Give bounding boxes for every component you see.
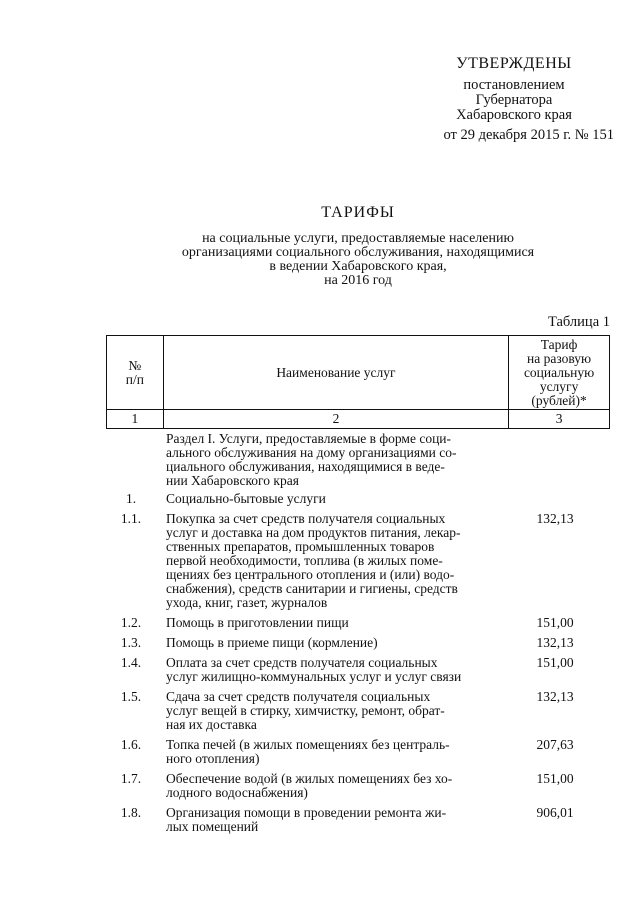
row-num: 1.3. bbox=[120, 635, 142, 650]
table-number: Таблица 1 bbox=[547, 314, 610, 330]
header-num-cell bbox=[107, 336, 164, 410]
row-text-line: снабжения), средств санитарии и гигиены, средств bbox=[166, 581, 458, 596]
row-text-line: лых помещений bbox=[166, 819, 259, 834]
row-text bbox=[166, 656, 503, 684]
row-text bbox=[166, 806, 503, 834]
header-tariff-cell bbox=[509, 336, 610, 410]
index-cell: 3 bbox=[509, 410, 610, 429]
header-num-line: п/п bbox=[125, 371, 144, 387]
row-price: 132,13 bbox=[536, 511, 574, 526]
row-text-line: ального обслуживания на дому организациями со- bbox=[166, 445, 457, 460]
header-tariff-line: услугу bbox=[539, 378, 579, 394]
row-text bbox=[166, 738, 503, 766]
row-text-line: ухода, книг, газет, журналов bbox=[166, 595, 328, 610]
approval-block bbox=[414, 55, 614, 143]
table-row bbox=[106, 492, 610, 506]
document-title: ТАРИФЫ bbox=[321, 204, 395, 221]
heading-line: в ведении Хабаровского края, bbox=[269, 259, 447, 274]
approval-line: Губернатора bbox=[475, 92, 553, 108]
row-text-line: услуг жилищно-коммунальных услуг и услуг связи bbox=[166, 669, 462, 684]
row-num: 1.4. bbox=[120, 655, 142, 670]
row-price: 151,00 bbox=[536, 615, 574, 630]
tariff-table-header bbox=[106, 335, 610, 429]
row-text bbox=[166, 492, 503, 506]
table-row bbox=[106, 738, 610, 766]
row-text-line: Сдача за счет средств получателя социальных bbox=[166, 689, 431, 704]
tariff-rows bbox=[106, 432, 610, 834]
table-row bbox=[106, 772, 610, 800]
row-text-line: ственных препаратов, промышленных товаров bbox=[166, 539, 435, 554]
row-num: 1.8. bbox=[120, 805, 142, 820]
header-tariff-line: социальную bbox=[523, 364, 595, 380]
row-text-line: Раздел I. Услуги, предоставляемые в форме соци- bbox=[166, 431, 452, 446]
row-text bbox=[166, 616, 503, 630]
row-text-line: ного отопления) bbox=[166, 751, 260, 766]
row-text bbox=[166, 636, 503, 650]
table-row bbox=[106, 636, 610, 650]
table-row bbox=[106, 690, 610, 732]
approval-line: постановлением bbox=[463, 77, 565, 93]
heading-line: на 2016 год bbox=[324, 273, 392, 288]
approval-line: Хабаровского края bbox=[456, 107, 572, 123]
row-text-line: щениях без центрального отопления и (или) водо- bbox=[166, 567, 455, 582]
approval-title: УТВЕРЖДЕНЫ bbox=[456, 55, 572, 72]
document-heading bbox=[138, 204, 578, 288]
row-text bbox=[166, 690, 503, 732]
row-text-line: Социально-бытовые услуги bbox=[166, 491, 326, 506]
row-num: 1.6. bbox=[120, 737, 142, 752]
row-text-line: Помощь в приеме пищи (кормление) bbox=[166, 635, 378, 650]
heading-line: на социальные услуги, предоставляемые населению bbox=[202, 231, 514, 246]
row-text-line: Топка печей (в жилых помещениях без централь- bbox=[166, 737, 450, 752]
row-price: 207,63 bbox=[536, 737, 574, 752]
index-cell: 1 bbox=[107, 410, 164, 429]
header-tariff-line: Тариф bbox=[540, 336, 578, 352]
heading-line: организациями социального обслуживания, находящимися bbox=[181, 245, 535, 260]
table-row bbox=[106, 806, 610, 834]
header-num-line: № bbox=[128, 357, 142, 373]
row-text-line: ная их доставка bbox=[166, 717, 257, 732]
row-price: 906,01 bbox=[536, 805, 574, 820]
row-text-line: Организация помощи в проведении ремонта жи- bbox=[166, 805, 447, 820]
row-text-line: услуг вещей в стирку, химчистку, ремонт, обрат- bbox=[166, 703, 445, 718]
table-row bbox=[106, 512, 610, 610]
row-price: 151,00 bbox=[536, 655, 574, 670]
index-cell: 2 bbox=[163, 410, 508, 429]
row-text-line: Помощь в приготовлении пищи bbox=[166, 615, 349, 630]
table-row bbox=[106, 656, 610, 684]
row-text-line: услуг и доставка на дом продуктов питания, лекар- bbox=[166, 525, 461, 540]
row-text-line: нии Хабаровского края bbox=[166, 473, 299, 488]
row-text-line: циального обслуживания, находящимися в веде- bbox=[166, 459, 445, 474]
approval-date: от 29 декабря 2015 г. № 151 bbox=[443, 127, 614, 143]
table-row bbox=[106, 616, 610, 630]
row-num: 1.1. bbox=[120, 511, 142, 526]
row-text bbox=[166, 772, 503, 800]
header-tariff-line: (рублей)* bbox=[531, 392, 587, 408]
table-row bbox=[106, 432, 610, 488]
row-text bbox=[166, 432, 503, 488]
row-text-line: первой необходимости, топлива (в жилых поме- bbox=[166, 553, 443, 568]
row-num: 1.7. bbox=[120, 771, 142, 786]
row-num: 1.2. bbox=[120, 615, 142, 630]
row-text bbox=[166, 512, 503, 610]
row-num: 1. bbox=[125, 491, 137, 506]
header-name-cell: Наименование услуг bbox=[163, 336, 508, 410]
row-num: 1.5. bbox=[120, 689, 142, 704]
row-price: 132,13 bbox=[536, 635, 574, 650]
row-price: 132,13 bbox=[536, 689, 574, 704]
row-price: 151,00 bbox=[536, 771, 574, 786]
header-tariff-line: на разовую bbox=[527, 350, 592, 366]
row-text-line: Покупка за счет средств получателя социальных bbox=[166, 511, 446, 526]
row-text-line: Оплата за счет средств получателя социальных bbox=[166, 655, 438, 670]
row-text-line: лодного водоснабжения) bbox=[166, 785, 308, 800]
row-text-line: Обеспечение водой (в жилых помещениях без хо- bbox=[166, 771, 453, 786]
